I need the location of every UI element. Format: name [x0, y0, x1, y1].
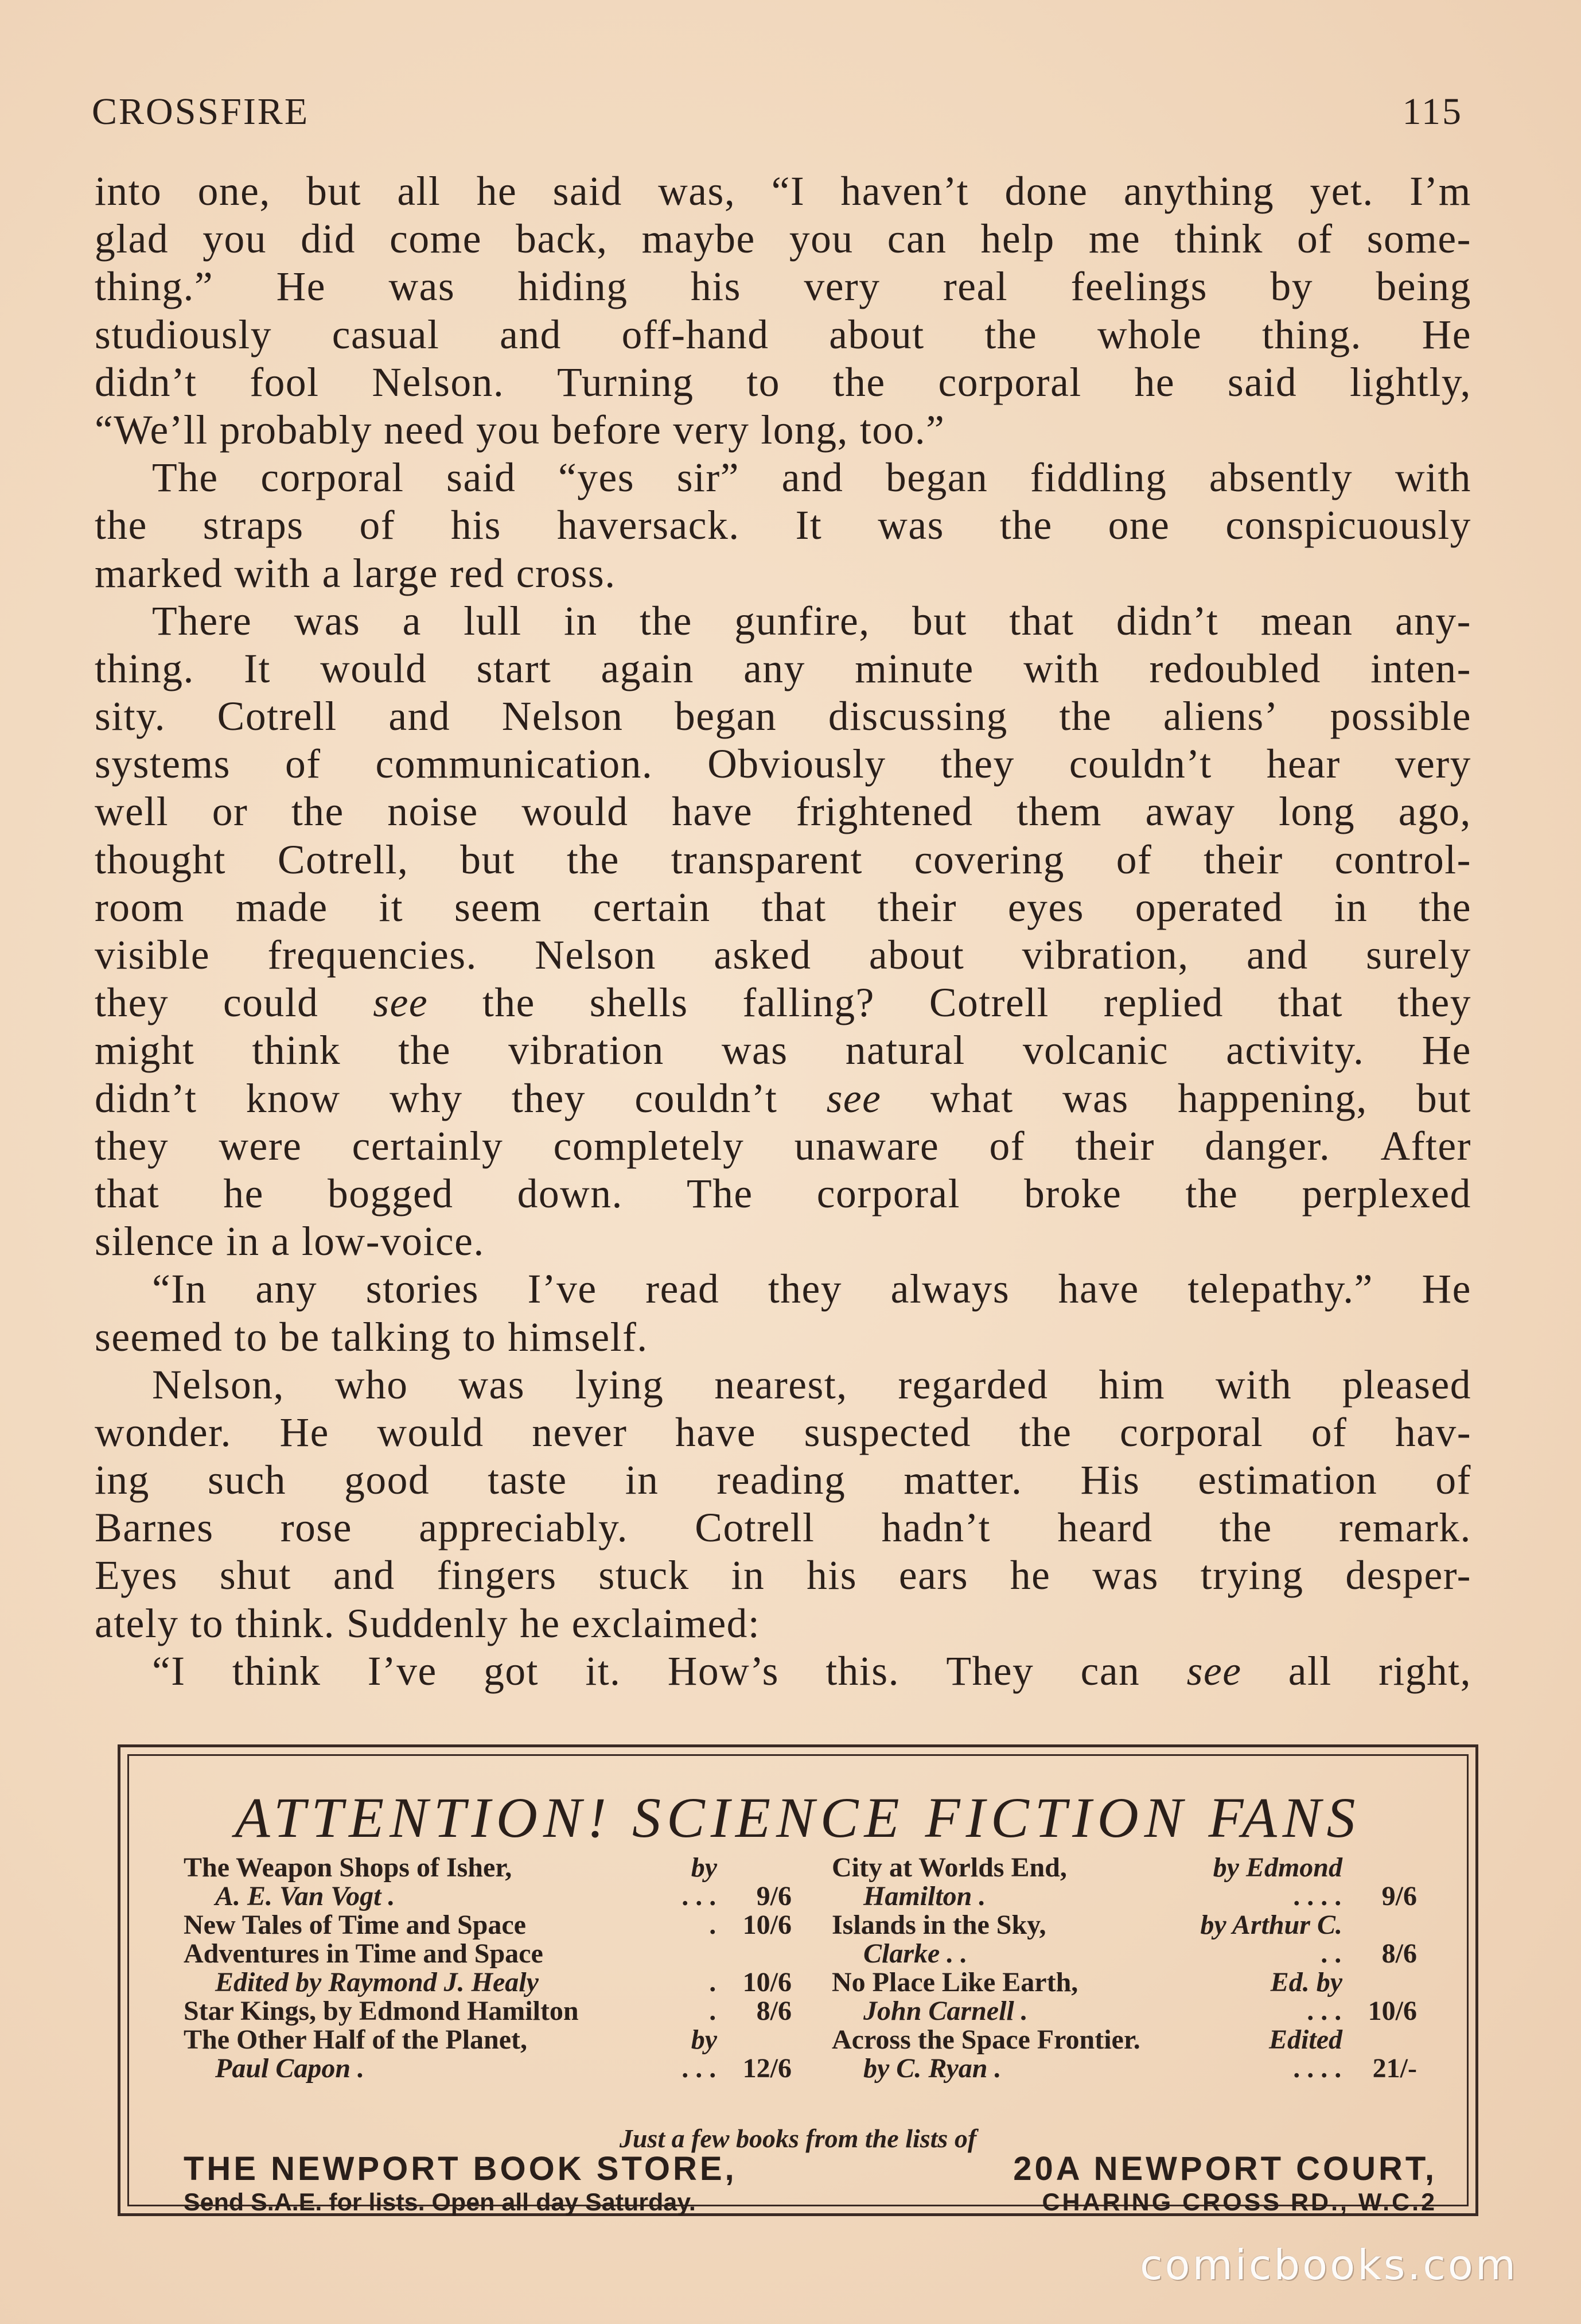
- ad-book-title: The Other Half of the Planet,: [184, 2024, 528, 2055]
- ad-book-tail: . . . .: [1294, 1881, 1342, 1911]
- text-line: Barnes rose appreciably. Cotrell hadn’t heard the remark.: [95, 1505, 1471, 1551]
- ad-book-row: [184, 1968, 792, 1997]
- ad-book-row: [832, 2054, 1417, 2083]
- text-line: wonder. He would never have suspected the corporal of hav-: [95, 1409, 1471, 1455]
- store-name: THE NEWPORT BOOK STORE,: [184, 2150, 737, 2187]
- watermark: comicbooks.com: [1139, 2241, 1518, 2289]
- store-address-block: [932, 2152, 1437, 2218]
- ad-book-title: Paul Capon .: [215, 2053, 365, 2084]
- ad-book-tail: . . .: [683, 2053, 717, 2084]
- ad-book-row: [832, 1882, 1417, 1911]
- text-line: thought Cotrell, but the transparent covering of their control-: [95, 837, 1471, 883]
- store-address-line-2: CHARING CROSS RD., W.C.2: [1042, 2189, 1437, 2216]
- ad-book-tail: by: [691, 1852, 717, 1883]
- ad-book-tail: by: [691, 2024, 717, 2055]
- ad-book-title: Adventures in Time and Space: [184, 1938, 543, 1969]
- ad-inner-border: [127, 1754, 1469, 2216]
- ad-book-tail: .: [710, 1910, 717, 1940]
- ad-book-title: Hamilton .: [863, 1881, 986, 1911]
- text-line: they could see the shells falling? Cotrell replied that they: [95, 980, 1471, 1026]
- ad-title: ATTENTION! SCIENCE FICTION FANS: [235, 1786, 1361, 1849]
- ad-book-title: New Tales of Time and Space: [184, 1910, 526, 1940]
- ad-book-price: [729, 2026, 792, 2054]
- ad-book-price: 9/6: [756, 1881, 792, 1911]
- text-line: “In any stories I’ve read they always have telepathy.” He: [152, 1266, 1471, 1312]
- ad-note: Just a few books from the lists of: [619, 2124, 977, 2153]
- ad-book-row: [184, 1940, 792, 1968]
- ad-book-row: [184, 2026, 792, 2054]
- text-line: ately to think. Suddenly he exclaimed:: [95, 1600, 761, 1646]
- ad-book-price: [1354, 1968, 1417, 1997]
- ad-book-tail: [543, 1940, 729, 1968]
- text-line: glad you did come back, maybe you can help me think of some-: [95, 216, 1471, 262]
- ad-book-price: 8/6: [1381, 1938, 1417, 1969]
- text-line: sity. Cotrell and Nelson began discussing the aliens’ possible: [95, 694, 1471, 740]
- ad-book-tail: . . . .: [1294, 2053, 1342, 2084]
- ad-book-row: [832, 1911, 1417, 1940]
- text-line: thing. It would start again any minute with redoubled inten-: [95, 646, 1471, 691]
- ad-book-price: 10/6: [1368, 1996, 1417, 2026]
- ad-book-title: Across the Space Frontier.: [832, 2024, 1140, 2055]
- text-line: There was a lull in the gunfire, but that didn’t mean any-: [152, 598, 1471, 644]
- ad-book-title: No Place Like Earth,: [832, 1967, 1078, 1997]
- ad-book-price: [729, 1940, 792, 1968]
- text-line: thing.” He was hiding his very real feelings by being: [95, 264, 1471, 310]
- ad-book-row: [832, 1853, 1417, 1882]
- text-line: well or the noise would have frightened them away long ago,: [95, 789, 1471, 835]
- ad-book-row: [184, 1997, 792, 2026]
- ad-book-tail: . . .: [1308, 1996, 1342, 2026]
- ad-book-list-right: [832, 1853, 1417, 2083]
- bookstore-advertisement: [118, 1744, 1478, 2216]
- ad-book-title: A. E. Van Vogt .: [215, 1881, 395, 1911]
- ad-book-tail: .: [710, 1996, 717, 2026]
- text-line: into one, but all he said was, “I haven’t done anything yet. I’m: [95, 169, 1471, 214]
- text-line: Eyes shut and fingers stuck in his ears he was trying desper-: [95, 1553, 1471, 1599]
- ad-book-price: [1354, 2026, 1417, 2054]
- ad-book-price: 8/6: [756, 1996, 792, 2026]
- text-line: didn’t know why they couldn’t see what was happening, but: [95, 1075, 1471, 1121]
- text-line: didn’t fool Nelson. Turning to the corporal he said lightly,: [95, 359, 1471, 405]
- store-block: [184, 2152, 849, 2218]
- ad-book-title: John Carnell .: [863, 1996, 1028, 2026]
- ad-book-price: [729, 1853, 792, 1882]
- text-line: The corporal said “yes sir” and began fiddling absently with: [152, 455, 1471, 501]
- ad-book-price: 21/-: [1372, 2053, 1417, 2084]
- text-line: seemed to be talking to himself.: [95, 1314, 648, 1360]
- text-line: studiously casual and off-hand about the whole thing. He: [95, 312, 1471, 357]
- ad-book-title: Clarke . .: [863, 1938, 968, 1969]
- text-line: visible frequencies. Nelson asked about vibration, and surely: [95, 932, 1471, 978]
- ad-book-title: City at Worlds End,: [832, 1852, 1067, 1883]
- ad-book-tail: Ed. by: [1270, 1967, 1342, 1997]
- ad-book-price: [1354, 1853, 1417, 1882]
- text-line: they were certainly completely unaware of their danger. After: [95, 1123, 1471, 1169]
- story-text: [95, 168, 1471, 1695]
- text-line: ing such good taste in reading matter. His estimation of: [95, 1458, 1471, 1503]
- text-line: silence in a low-voice.: [95, 1219, 485, 1265]
- ad-book-row: [832, 2026, 1417, 2054]
- ad-book-title: by C. Ryan .: [863, 2053, 1002, 2084]
- running-header: [92, 86, 1463, 138]
- ad-book-price: [1354, 1911, 1417, 1940]
- ad-book-price: 9/6: [1381, 1881, 1417, 1911]
- ad-book-tail: by Arthur C.: [1200, 1910, 1342, 1940]
- ad-book-title: Edited by Raymond J. Healy: [215, 1967, 539, 1997]
- page-number: 115: [1402, 91, 1463, 133]
- ad-book-price: 10/6: [742, 1967, 792, 1997]
- store-info: Send S.A.E. for lists. Open all day Saturday.: [184, 2189, 696, 2216]
- ad-book-tail: . .: [1322, 1938, 1342, 1969]
- ad-book-tail: .: [710, 1967, 717, 1997]
- ad-book-row: [832, 1968, 1417, 1997]
- text-line: “I think I’ve got it. How’s this. They can see all right,: [152, 1648, 1471, 1694]
- ad-book-tail: . . .: [683, 1881, 717, 1911]
- text-line: the straps of his haversack. It was the one conspicuously: [95, 503, 1471, 549]
- text-line: “We’ll probably need you before very long, too.”: [95, 407, 945, 453]
- running-title: CROSSFIRE: [92, 91, 310, 133]
- store-address-line-1: 20A NEWPORT COURT,: [1013, 2150, 1437, 2187]
- ad-book-title: The Weapon Shops of Isher,: [184, 1852, 512, 1883]
- ad-book-title: Star Kings, by Edmond Hamilton: [184, 1996, 579, 2026]
- ad-book-row: [184, 1853, 792, 1882]
- ad-book-row: [184, 2054, 792, 2083]
- ad-book-price: 12/6: [742, 2053, 792, 2084]
- ad-book-row: [184, 1911, 792, 1940]
- ad-book-tail: Edited: [1269, 2024, 1342, 2055]
- ad-book-tail: by Edmond: [1213, 1852, 1342, 1883]
- ad-book-row: [184, 1882, 792, 1911]
- ad-book-row: [832, 1997, 1417, 2026]
- text-line: might think the vibration was natural volcanic activity. He: [95, 1028, 1471, 1074]
- text-line: marked with a large red cross.: [95, 550, 616, 596]
- text-line: room made it seem certain that their eyes operated in the: [95, 884, 1471, 930]
- text-line: Nelson, who was lying nearest, regarded him with pleased: [152, 1362, 1471, 1408]
- ad-book-list-left: [184, 1853, 792, 2083]
- ad-book-price: 10/6: [742, 1910, 792, 1940]
- text-line: that he bogged down. The corporal broke the perplexed: [95, 1171, 1471, 1217]
- ad-book-row: [832, 1940, 1417, 1968]
- ad-book-title: Islands in the Sky,: [832, 1910, 1046, 1940]
- text-line: systems of communication. Obviously they couldn’t hear very: [95, 741, 1471, 787]
